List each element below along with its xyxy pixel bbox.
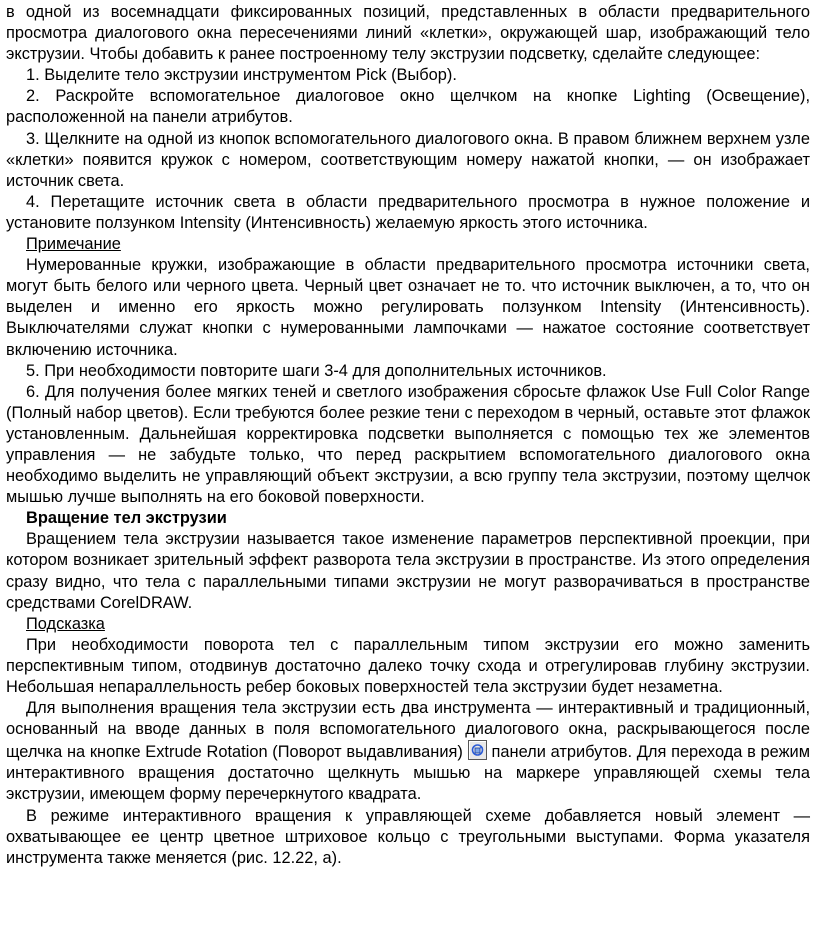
extrude-rotation-icon xyxy=(468,740,487,760)
tip-label: Подсказка xyxy=(26,614,105,633)
paragraph-intro: в одной из восемнадцати фиксированных позиций, представленных в области предварительного просмотра диалогового окна пересечениями линий «клетки», окружающей шар, изображающий тело экструзии. Чтобы добавить к ранее построенному телу экструзии подсветку, сделайте следующее: xyxy=(6,3,810,64)
note-text: Нумерованные кружки, изображающие в области предварительного просмотра источники света, могут быть белого или черного цвета. Черный цвет означает не то. что источник выключен, а то, что он выделен и именно его яркость можно регулировать ползунком Intensity (Интенсивность). Выключателями служат кнопки с нумерованными лампочками — нажатое состояние соответствует включению источника. xyxy=(6,256,810,359)
rotation-definition: Вращением тела экструзии называется такое изменение параметров перспективной проекции, при котором возникает зрительный эффект разворота тела экструзии в пространстве. Из этого определения сразу видно, что тела с параллельными типами экструзии не могут разворачиваться в пространстве средствами CorelDRAW. xyxy=(6,530,810,612)
rotation-tools-start: Для выполнения вращения тела экструзии есть два инструмента — интерактивный и традиционный, основанный на вводе данных в поля вспомогательного диалогового окна, раскрывающегося после щелчка на кнопке Extrude Rotation (Поворот выдавливания) xyxy=(6,699,810,762)
step-2: 2. Раскройте вспомогательное диалоговое окно щелчком на кнопке Lighting (Освещение), расположенной на панели атрибутов. xyxy=(6,87,810,127)
step-6: 6. Для получения более мягких теней и светлого изображения сбросьте флажок Use Full Color Range (Полный набор цветов). Если требуются более резкие тени с переходом в черный, оставьте этот флажок установленным. Дальнейшая корректировка подсветки выполняется с помощью тех же элементов управления — не забудьте только, что перед раскрытием вспомогательного диалогового окна необходимо выделить не управляющий объект экструзии, а всю группу тела экструзии, поэтому щелчок мышью лучше выполнять на его боковой поверхности. xyxy=(6,382,810,507)
interactive-rotation: В режиме интерактивного вращения к управляющей схеме добавляется новый элемент — охватывающее ее центр цветное штриховое кольцо с треугольными выступами. Форма указателя инструмента также меняется (рис. 12.22, а). xyxy=(6,806,810,867)
section-heading: Вращение тел экструзии xyxy=(26,509,227,528)
step-3: 3. Щелкните на одной из кнопок вспомогательного диалогового окна. В правом ближнем верхнем узле «клетки» появится кружок с номером, соответствующим номеру нажатой кнопки, — он изображает источник света. xyxy=(6,129,810,190)
tip-text: При необходимости поворота тел с параллельным типом экструзии его можно заменить перспективным типом, отодвинув достаточно далеко точку схода и отрегулировав глубину экструзии. Небольшая непараллельность ребер боковых поверхностей тела экструзии будет незаметна. xyxy=(6,635,810,696)
rotation-tools xyxy=(6,698,810,805)
step-1: 1. Выделите тело экструзии инструментом Pick (Выбор). xyxy=(26,66,457,85)
rotation-tools-end: панели атрибутов. Для перехода в режим интерактивного вращения достаточно щелкнуть мышью на маркере управляющей схемы тела экструзии, имеющем форму перечеркнутого квадрата. xyxy=(6,743,810,804)
step-5: 5. При необходимости повторите шаги 3-4 для дополнительных источников. xyxy=(26,361,607,380)
step-4: 4. Перетащите источник света в области предварительного просмотра в нужное положение и установите ползунком Intensity (Интенсивность) желаемую яркость этого источника. xyxy=(6,192,810,232)
note-label: Примечание xyxy=(26,235,121,254)
